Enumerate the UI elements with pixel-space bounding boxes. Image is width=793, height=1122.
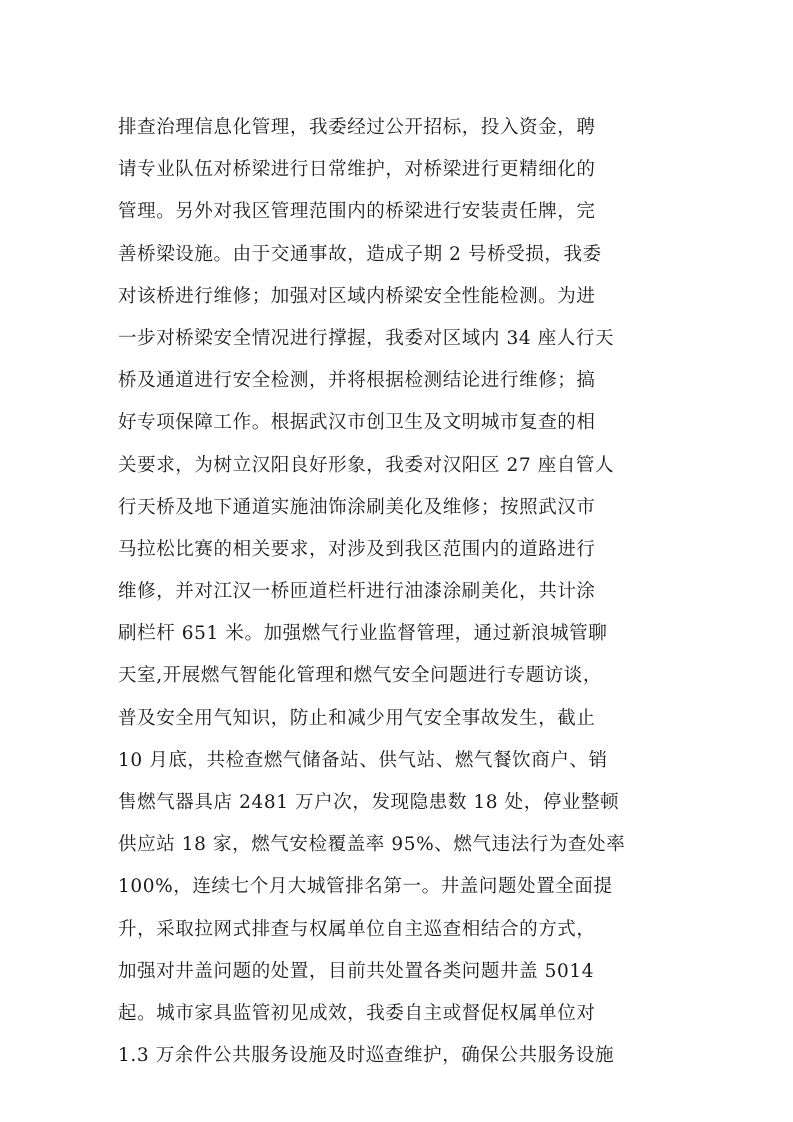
text-line: 升，采取拉网式排查与权属单位自主巡查相结合的方式， <box>118 918 596 940</box>
text-line: 天室,开展燃气智能化管理和燃气安全问题进行专题访谈， <box>118 665 602 687</box>
text-line: 关要求，为树立汉阳良好形象，我委对汉阳区 27 座自管人 <box>118 454 615 476</box>
text-line: 售燃气器具店 2481 万户次，发现隐患数 18 处，停业整顿 <box>118 792 620 813</box>
text-line: 维修，并对江汉一桥匝道栏杆进行油漆涂刷美化，共计涂 <box>118 581 596 603</box>
text-line: 请专业队伍对桥梁进行日常维护，对桥梁进行更精细化的 <box>118 159 596 181</box>
text-line: 一步对桥梁安全情况进行撑握，我委对区域内 34 座人行天 <box>118 327 615 349</box>
text-line: 马拉松比赛的相关要求，对涉及到我区范围内的道路进行 <box>118 538 596 560</box>
text-line: 1.3 万余件公共服务设施及时巡查维护，确保公共服务设施 <box>118 1045 615 1067</box>
text-line: 起。城市家具监管初见成效，我委自主或督促权属单位对 <box>118 1002 596 1024</box>
text-line: 加强对井盖问题的处置，目前共处置各类问题井盖 5014 <box>118 960 595 982</box>
text-line: 10 月底，共检查燃气储备站、供气站、燃气餐饮商户、销 <box>118 749 608 771</box>
text-line: 善桥梁设施。由于交通事故，造成子期 2 号桥受损，我委 <box>118 243 602 265</box>
text-line: 排查治理信息化管理，我委经过公开招标，投入资金，聘 <box>118 117 596 138</box>
text-line: 管理。另外对我区管理范围内的桥梁进行安装责任牌，完 <box>118 201 596 223</box>
text-line: 普及安全用气知识，防止和减少用气安全事故发生，截止 <box>118 707 596 729</box>
text-line: 好专项保障工作。根据武汉市创卫生及文明城市复查的相 <box>118 412 596 434</box>
text-line: 供应站 18 家，燃气安检覆盖率 95%、燃气违法行为查处率 <box>118 834 626 856</box>
text-line: 桥及通道进行安全检测，并将根据检测结论进行维修；搞 <box>118 370 596 392</box>
text-line: 对该桥进行维修；加强对区域内桥梁安全性能检测。为进 <box>118 285 596 307</box>
text-line: 行天桥及地下通道实施油饰涂刷美化及维修；按照武汉市 <box>118 496 596 518</box>
text-line: 100%，连续七个月大城管排名第一。井盖问题处置全面提 <box>118 876 613 898</box>
body-text <box>118 107 678 1077</box>
text-line: 刷栏杆 651 米。加强燃气行业监督管理，通过新浪城管聊 <box>118 623 608 645</box>
